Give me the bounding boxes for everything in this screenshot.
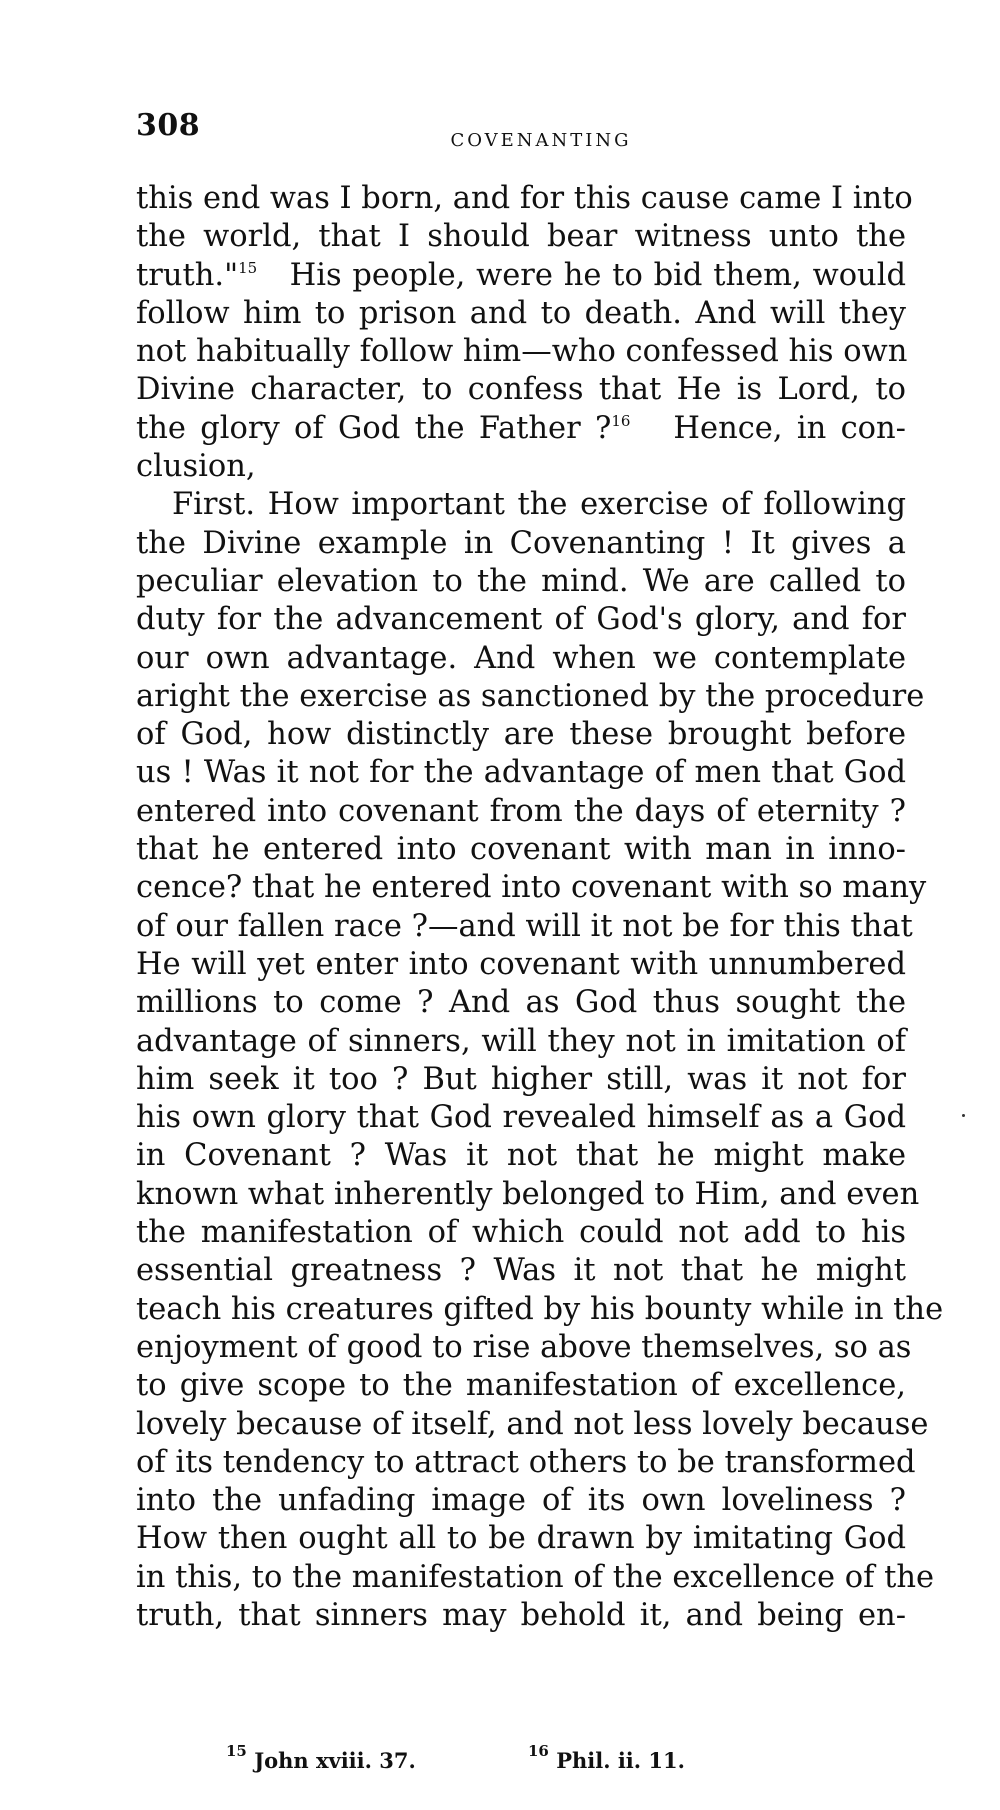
text-line: millions to come ? And as God thus sought the	[136, 985, 906, 1021]
text-line: follow him to prison and to death. And will they	[136, 295, 906, 331]
text-line: peculiar elevation to the mind. We are called to	[136, 563, 906, 599]
text-line: into the unfading image of its own loveliness ?	[136, 1483, 906, 1519]
running-title: COVENANTING	[450, 130, 632, 151]
text-line: essential greatness ? Was it not that he might	[136, 1253, 906, 1289]
text-line: enjoyment of good to rise above themselves, so as	[136, 1329, 912, 1365]
text-line: of our fallen race ?—and will it not be for this that	[136, 908, 913, 944]
text-line: First. How important the exercise of following	[172, 487, 906, 523]
page-header	[136, 108, 906, 151]
text-line: that he entered into covenant with man in inno-	[136, 832, 906, 868]
text-line: the manifestation of which could not add to his	[136, 1215, 906, 1251]
text-line: advantage of sinners, will they not in imitation of	[136, 1023, 906, 1059]
text-line: of God, how distinctly are these brought before	[136, 717, 906, 753]
footnote-text: Phil. ii. 11.	[556, 1748, 685, 1773]
footnote-ref: 16	[611, 411, 631, 430]
page-number: 308	[136, 108, 201, 143]
footnote-text: John xviii. 37.	[254, 1748, 416, 1773]
text-line: our own advantage. And when we contemplate	[136, 640, 906, 676]
text-line: in Covenant ? Was it not that he might make	[136, 1138, 906, 1174]
text-line: aright the exercise as sanctioned by the procedure	[136, 678, 925, 714]
footnotes	[136, 1742, 906, 1778]
footnote-ref: 15	[238, 258, 258, 277]
footnote-15	[226, 1742, 416, 1773]
text-line: known what inherently belonged to Him, and even	[136, 1176, 920, 1212]
text-segment: Hence, in con-	[673, 410, 906, 446]
text-line: He will yet enter into covenant with unnumbered	[136, 946, 906, 982]
text-line: Divine character, to confess that He is Lord, to	[136, 372, 906, 408]
text-line	[136, 257, 906, 295]
text-line: duty for the advancement of God's glory, and for	[136, 602, 906, 638]
text-line: lovely because of itself, and not less lovely because	[136, 1406, 929, 1442]
text-line: him seek it too ? But higher still, was it not for	[136, 1061, 906, 1097]
text-line: the world, that I should bear witness unto the	[136, 219, 906, 255]
text-line: the Divine example in Covenanting ! It gives a	[136, 525, 906, 561]
body-text	[136, 180, 944, 1635]
text-line	[136, 410, 906, 448]
text-line: truth, that sinners may behold it, and being en-	[136, 1597, 906, 1633]
text-line: entered into covenant from the days of eternity ?	[136, 793, 906, 829]
text-line: of its tendency to attract others to be transformed	[136, 1444, 916, 1480]
text-line: cence? that he entered into covenant with so many	[136, 870, 927, 906]
text-line: clusion,	[136, 449, 256, 485]
footnote-number: 16	[528, 1742, 549, 1760]
text-line: to give scope to the manifestation of excellence,	[136, 1368, 906, 1404]
text-line: How then ought all to be drawn by imitating God	[136, 1521, 906, 1557]
text-segment: the glory of God the Father ?	[136, 410, 612, 446]
text-line: his own glory that God revealed himself as a God	[136, 1100, 906, 1136]
text-line: not habitually follow him—who confessed his own	[136, 334, 908, 370]
footnote-16	[528, 1742, 685, 1773]
text-segment: His people, were he to bid them, would	[289, 257, 906, 293]
text-line: teach his creatures gifted by his bounty while in the	[136, 1291, 944, 1327]
text-line: in this, to the manifestation of the excellence of the	[136, 1559, 935, 1595]
print-speck	[962, 1114, 965, 1117]
footnote-number: 15	[226, 1742, 247, 1760]
text-segment: truth."	[136, 257, 239, 293]
text-line: this end was I born, and for this cause came I into	[136, 181, 913, 216]
text-line: us ! Was it not for the advantage of men that God	[136, 755, 906, 791]
